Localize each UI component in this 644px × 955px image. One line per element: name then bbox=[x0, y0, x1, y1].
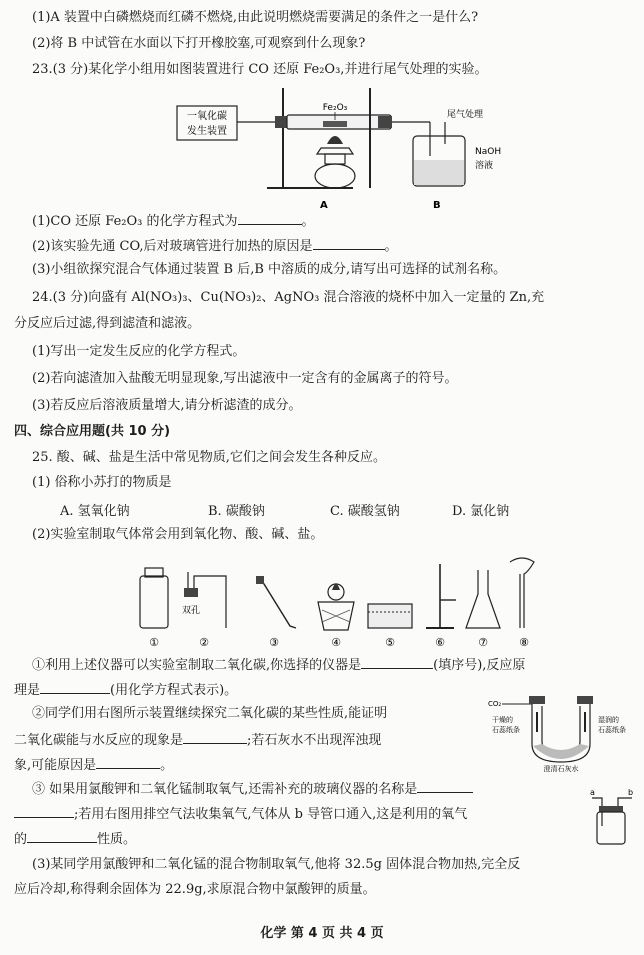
wet-strip-label-2: 石蕊纸条 bbox=[598, 726, 626, 734]
lab-instruments-figure bbox=[128, 552, 548, 650]
q25-part3-line2: 应后冷却,称得剩余固体为 22.9g,求原混合物中氯酸钾的质量。 bbox=[14, 882, 376, 897]
instrument-number: ③ bbox=[269, 636, 279, 649]
fig-fe2o3-label: Fe₂O₃ bbox=[322, 103, 348, 113]
answer-blank[interactable] bbox=[313, 237, 385, 250]
answer-blank[interactable] bbox=[14, 805, 74, 818]
option-c: C. 碳酸氢钠 bbox=[330, 504, 400, 519]
water-trough-icon bbox=[368, 604, 412, 628]
answer-blank[interactable] bbox=[40, 681, 110, 694]
co-reduction-apparatus-figure bbox=[175, 84, 502, 212]
fig-label-b: B bbox=[433, 200, 441, 211]
dry-strip-label-1: 干燥的 bbox=[492, 716, 513, 724]
answer-blank[interactable] bbox=[96, 756, 160, 769]
instrument-number: ⑧ bbox=[519, 636, 529, 649]
q24-part1: (1)写出一定发生反应的化学方程式。 bbox=[32, 344, 246, 359]
alcohol-lamp-icon bbox=[318, 584, 354, 630]
fig-generator-label-2: 发生装置 bbox=[187, 126, 227, 137]
q25-choice1-line2: 理是 (用化学方程式表示)。 bbox=[14, 683, 238, 698]
q24-stem-1: 24.(3 分)向盛有 Al(NO₃)₃、Cu(NO₃)₂、AgNO₃ 混合溶液的烧杯中加入一定量的 Zn,充 bbox=[32, 290, 545, 305]
instrument-number: ② bbox=[199, 636, 209, 649]
answer-blank[interactable] bbox=[361, 656, 433, 669]
fig-label-a: A bbox=[320, 200, 328, 211]
q25-part3-line1: (3)某同学用氯酸钾和二氧化锰的混合物制取氧气,他将 32.5g 固体混合物加热,完全反 bbox=[32, 857, 521, 872]
tube-a-label: a bbox=[590, 788, 595, 797]
wide-mouth-bottle-icon bbox=[140, 568, 168, 628]
answer-blank[interactable] bbox=[183, 731, 247, 744]
option-a: A. 氢氧化钠 bbox=[60, 504, 130, 519]
fig-tail-gas-label: 尾气处理 bbox=[446, 110, 484, 120]
option-d: D. 氯化钠 bbox=[452, 504, 510, 519]
instrument-number: ⑥ bbox=[435, 636, 445, 649]
q22-part1: (1)A 装置中白磷燃烧而红磷不燃烧,由此说明燃烧需要满足的条件之一是什么? bbox=[32, 10, 479, 25]
q25-choice2-line2: 二氧化碳能与水反应的现象是 ;若石灰水不出现浑浊现 bbox=[14, 733, 382, 748]
answer-blank[interactable] bbox=[417, 780, 473, 793]
two-hole-stopper-icon bbox=[182, 572, 226, 628]
q25-part2: (2)实验室制取气体常会用到氧化物、酸、碱、盐。 bbox=[32, 527, 324, 542]
answer-blank[interactable] bbox=[238, 212, 302, 225]
fig-naoh-label: NaOH bbox=[475, 147, 502, 157]
q25-choice3-line1: ③ 如果用氯酸钾和二氧化锰制取氧气,还需补充的玻璃仪器的名称是 bbox=[32, 780, 473, 798]
funnel-icon bbox=[510, 558, 534, 628]
instrument-number: ⑤ bbox=[385, 636, 395, 649]
q23-part1: (1)CO 还原 Fe₂O₃ 的化学方程式为 。 bbox=[32, 214, 315, 229]
q25-choice2-line3: 象,可能原因是 。 bbox=[14, 758, 174, 773]
q25-stem: 25. 酸、碱、盐是生活中常见物质,它们之间会发生各种反应。 bbox=[32, 450, 386, 465]
limewater-label: 澄清石灰水 bbox=[543, 765, 579, 773]
wet-strip-label-1: 湿润的 bbox=[598, 716, 619, 724]
bent-tube-icon bbox=[256, 576, 296, 628]
conical-flask-icon bbox=[466, 570, 500, 628]
q25-choice1-line1: ①利用上述仪器可以实验室制取二氧化碳,你选择的仪器是 (填序号),反应原 bbox=[32, 658, 526, 673]
answer-blank[interactable] bbox=[27, 830, 97, 843]
option-b: B. 碳酸钠 bbox=[208, 504, 265, 519]
co2-u-tube-figure bbox=[486, 692, 636, 772]
instrument-number: ④ bbox=[331, 636, 341, 649]
dry-strip-label-2: 石蕊纸条 bbox=[492, 726, 520, 734]
q23-part3: (3)小组欲探究混合气体通过装置 B 后,B 中溶质的成分,请写出可选择的试剂名称。 bbox=[32, 262, 507, 277]
iron-stand-icon bbox=[426, 564, 456, 628]
q22-part2: (2)将 B 中试管在水面以下打开橡胶塞,可观察到什么现象? bbox=[32, 36, 366, 51]
q25-choice3-line3: 的 性质。 bbox=[14, 832, 137, 847]
tube-b-label: b bbox=[628, 788, 634, 797]
double-hole-label: 双孔 bbox=[182, 606, 201, 616]
q25-part1: (1) 俗称小苏打的物质是 bbox=[32, 475, 172, 490]
q23-part2: (2)该实验先通 CO,后对玻璃管进行加热的原因是 。 bbox=[32, 239, 398, 254]
q25-choice3-line2: ;若用右图用排空气法收集氧气,气体从 b 导管口通入,这是利用的氧气 bbox=[14, 805, 467, 823]
instrument-number: ① bbox=[149, 636, 159, 649]
q25-choice2-line1: ②同学们用右图所示装置继续探究二氧化碳的某些性质,能证明 bbox=[32, 706, 388, 721]
section-4-heading: 四、综合应用题(共 10 分) bbox=[14, 424, 171, 439]
q24-stem-2: 分反应后过滤,得到滤渣和滤液。 bbox=[14, 316, 201, 331]
page-footer: 化学 第 4 页 共 4 页 bbox=[260, 926, 384, 941]
q24-part2: (2)若向滤渣加入盐酸无明显现象,写出滤液中一定含有的金属离子的符号。 bbox=[32, 371, 458, 386]
gas-collecting-bottle-figure bbox=[584, 786, 640, 846]
fig-generator-label-1: 一氧化碳 bbox=[187, 111, 227, 122]
fig-solution-label: 溶液 bbox=[475, 161, 494, 171]
q24-part3: (3)若反应后溶液质量增大,请分析滤渣的成分。 bbox=[32, 398, 302, 413]
instrument-number: ⑦ bbox=[478, 636, 488, 649]
q23-stem: 23.(3 分)某化学小组用如图装置进行 CO 还原 Fe₂O₃,并进行尾气处理的实验。 bbox=[32, 62, 488, 77]
co2-label: CO₂ bbox=[488, 700, 502, 708]
